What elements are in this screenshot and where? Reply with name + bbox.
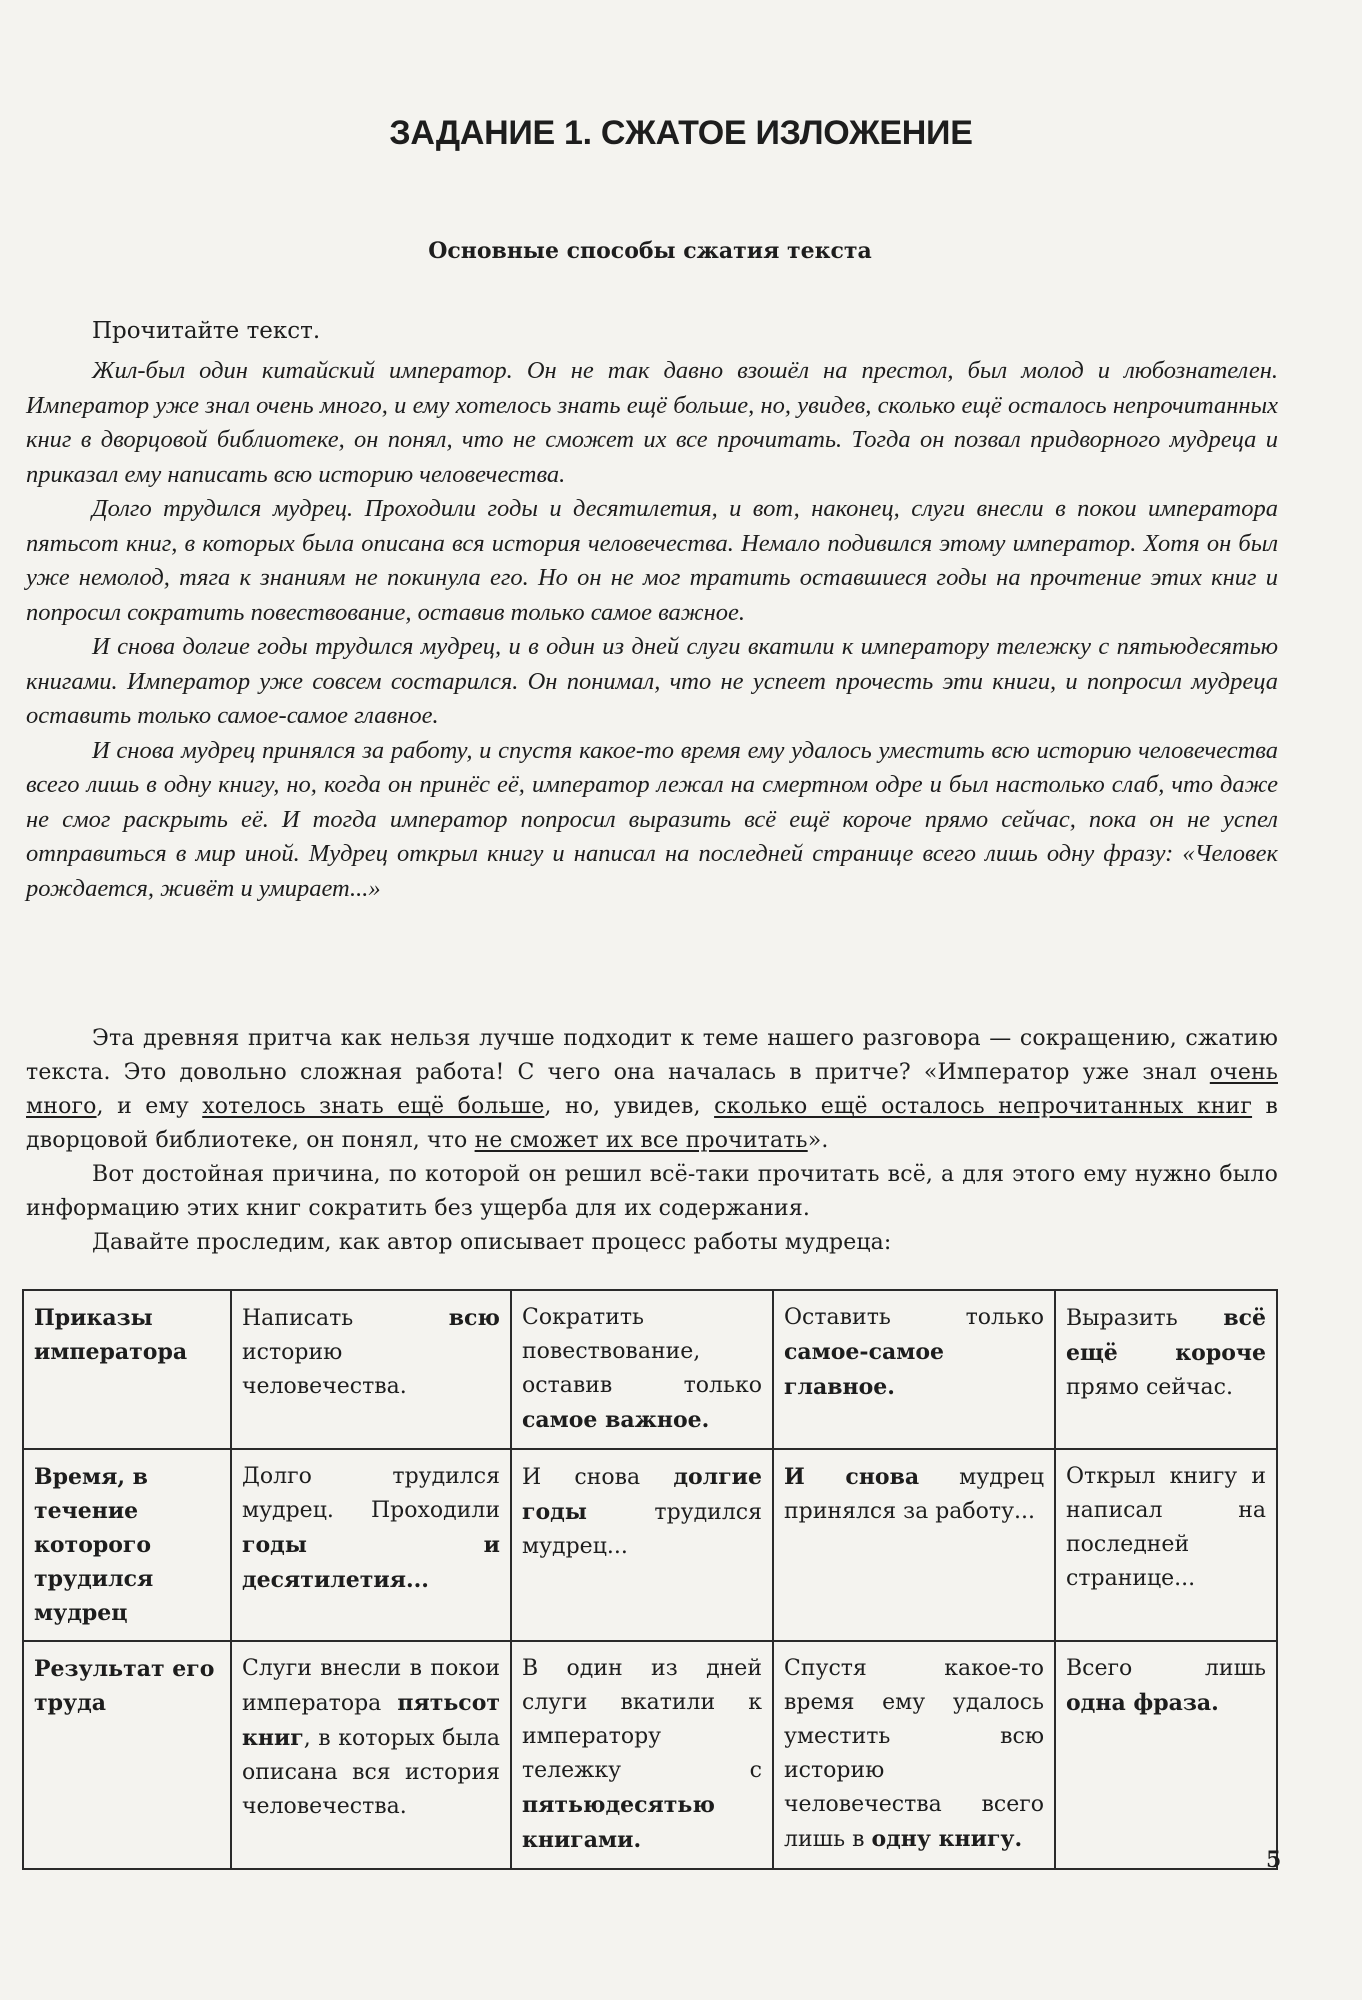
row-header: Результат его труда	[23, 1641, 231, 1869]
text-run: в дворцовой библиотеке, он понял, что	[26, 1094, 1278, 1153]
table-row	[23, 1290, 1277, 1449]
table-cell: Написать всю историю человечества.	[231, 1290, 511, 1449]
table-cell: Открыл книгу и написал на последней странице...	[1055, 1449, 1277, 1641]
table-cell: Оставить только самое-самое главное.	[773, 1290, 1055, 1449]
section-subtitle: Основные способы сжатия текста	[428, 238, 872, 264]
table-cell: Всего лишь одна фраза.	[1055, 1641, 1277, 1869]
table-cell: Долго трудился мудрец. Проходили годы и десятилетия...	[231, 1449, 511, 1641]
explanation-paragraph	[26, 1022, 1278, 1158]
table-cell: И снова мудрец принялся за работу...	[773, 1449, 1055, 1641]
text-run: , и ему	[96, 1094, 203, 1119]
underlined-phrase: очень много	[26, 1060, 1278, 1119]
page-title: ЗАДАНИЕ 1. СЖАТОЕ ИЗЛОЖЕНИЕ	[389, 114, 973, 152]
row-header: Приказы императора	[23, 1290, 231, 1449]
story-paragraph: И снова мудрец принялся за работу, и спустя какое-то время ему удалось уместить всю историю человечества всего лишь в одну книгу, но, когда он принёс её, император лежал на смертном одре и был настолько слаб, что даже не смог раскрыть её. И тогда император попросил выразить всё ещё короче прямо сейчас, пока он не успел отправиться в мир иной. Мудрец открыл книгу и написал на последней странице всего лишь одну фразу: «Человек рождается, живёт и умирает...»	[26, 736, 1278, 902]
underlined-phrase: хотелось знать ещё больше	[202, 1094, 545, 1119]
table-row	[23, 1449, 1277, 1641]
table-cell: Слуги внесли в покои императора пятьсот книг, в которых была описана вся история человечества.	[231, 1641, 511, 1869]
story-paragraph: Долго трудился мудрец. Проходили годы и десятилетия, и вот, наконец, слуги внесли в покои императора пятьсот книг, в которых была описана вся история человечества. Немало подивился этому император. Хотя он был уже немолод, тяга к знаниям не покинула его. Но он не мог тратить оставшиеся годы на прочтение этих книг и попросил сократить повествование, оставив только самое важное.	[26, 495, 1278, 626]
table-cell: В один из дней слуги вкатили к императору тележку с пятьюдесятью книгами.	[511, 1641, 773, 1869]
table-cell: Выразить всё ещё короче прямо сейчас.	[1055, 1290, 1277, 1449]
underlined-phrase: сколько ещё осталось непрочитанных книг	[714, 1094, 1253, 1119]
page-number: 5	[1266, 1847, 1282, 1873]
text-run: Эта древняя притча как нельзя лучше подходит к теме нашего разговора — сокращению, сжатию текста. Это довольно сложная работа! С чего она началась в притче? «Император уже знал	[26, 1026, 1278, 1085]
story-paragraph: И снова долгие годы трудился мудрец, и в один из дней слуги вкатили к императору тележку с пятьюдесятью книгами. Император уже совсем состарился. Он понимал, что не успеет прочесть эти книги, и попросил мудреца оставить только самое-самое главное.	[26, 633, 1278, 729]
text-run: ».	[807, 1128, 829, 1153]
text-run: , но, увидев,	[544, 1094, 715, 1119]
table-row	[23, 1641, 1277, 1869]
table-cell: Сократить повествование, оставив только самое важное.	[511, 1290, 773, 1449]
explanation-paragraph: Давайте проследим, как автор описывает процесс работы мудреца:	[92, 1230, 892, 1255]
comparison-table	[22, 1289, 1278, 1870]
table-cell: Спустя какое-то время ему удалось уместить всю историю человечества всего лишь в одну книгу.	[773, 1641, 1055, 1869]
table-cell: И снова долгие годы трудился мудрец...	[511, 1449, 773, 1641]
story-paragraph: Жил-был один китайский император. Он не так давно взошёл на престол, был молод и любознателен. Император уже знал очень много, и ему хотелось знать ещё больше, но, увидев, сколько ещё осталось непрочитанных книг в дворцовой библиотеке, он понял, что не сможет их все прочитать. Тогда он позвал придворного мудреца и приказал ему написать всю историю человечества.	[26, 357, 1278, 488]
underlined-phrase: не сможет их все прочитать	[474, 1128, 808, 1153]
parable-text	[26, 354, 1278, 906]
explanation-paragraph: Вот достойная причина, по которой он решил всё-таки прочитать всё, а для этого ему нужно было информацию этих книг сократить без ущерба для их содержания.	[26, 1162, 1278, 1221]
instruction-text: Прочитайте текст.	[92, 318, 321, 344]
explanation-text	[26, 1022, 1278, 1260]
row-header: Время, в течение которого трудился мудрец	[23, 1449, 231, 1641]
